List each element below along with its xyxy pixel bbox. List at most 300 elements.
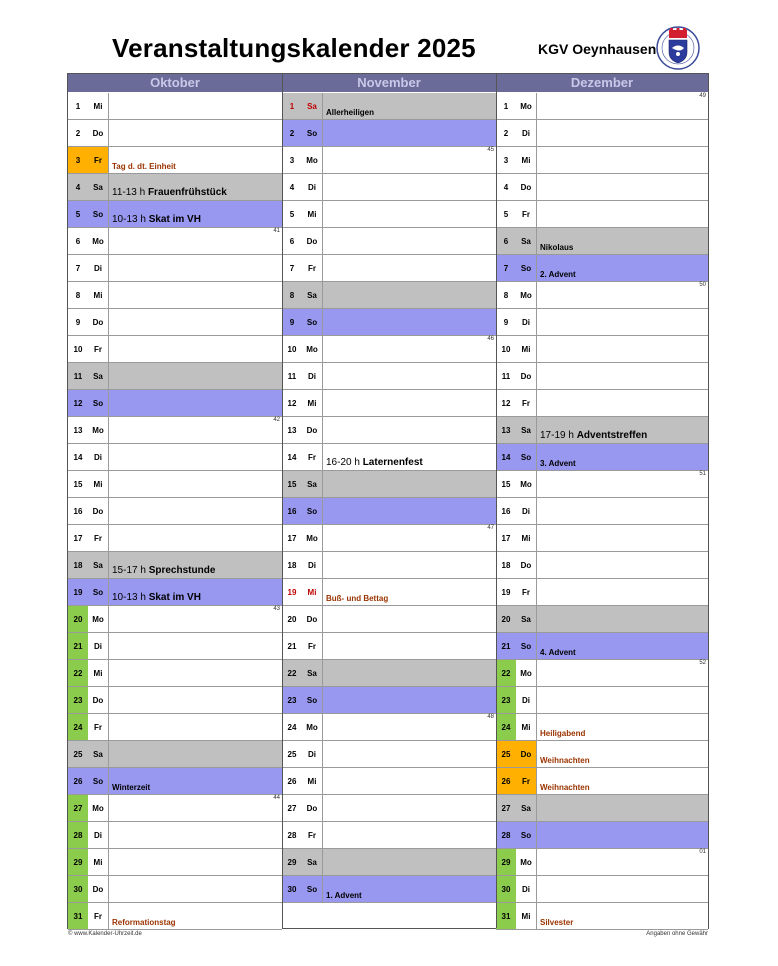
day-row — [282, 282, 496, 309]
event-text: 15-17 h Sprechstunde — [112, 565, 216, 576]
weekday-label: Fr — [516, 768, 536, 794]
day-row — [282, 201, 496, 228]
weekday-label: So — [302, 498, 322, 524]
event-cell[interactable] — [536, 525, 708, 551]
event-cell[interactable] — [536, 309, 708, 335]
event-cell[interactable] — [536, 174, 708, 200]
event-cell[interactable] — [108, 660, 282, 686]
week-number: 47 — [487, 525, 494, 531]
event-text: 1. Advent — [326, 891, 362, 900]
event-cell[interactable] — [108, 606, 282, 632]
weekday-label: So — [302, 876, 322, 902]
day-row — [68, 147, 282, 174]
day-number: 29 — [496, 849, 516, 875]
day-row — [496, 822, 708, 849]
day-number: 18 — [282, 552, 302, 578]
day-row — [282, 93, 496, 120]
weekday-label: Sa — [516, 795, 536, 821]
weekday-label: Di — [88, 255, 108, 281]
day-row — [496, 390, 708, 417]
event-cell[interactable] — [322, 606, 496, 632]
day-number: 22 — [282, 660, 302, 686]
weekday-label: Mo — [302, 714, 322, 740]
day-number: 22 — [68, 660, 88, 686]
event-cell[interactable] — [322, 93, 496, 119]
day-row — [68, 660, 282, 687]
weekday-label: Fr — [302, 255, 322, 281]
day-row — [496, 552, 708, 579]
event-cell[interactable] — [322, 849, 496, 875]
day-number: 6 — [496, 228, 516, 254]
event-cell[interactable] — [536, 741, 708, 767]
day-number: 6 — [68, 228, 88, 254]
weekday-label: Mi — [302, 390, 322, 416]
day-number: 21 — [68, 633, 88, 659]
weekday-label: Do — [88, 876, 108, 902]
event-cell[interactable] — [108, 903, 282, 929]
weekday-label: So — [516, 633, 536, 659]
day-number: 23 — [282, 687, 302, 713]
event-cell[interactable] — [322, 363, 496, 389]
organization-name: KGV Oeynhausen — [538, 41, 657, 57]
event-text: Winterzeit — [112, 783, 151, 792]
weekday-label: Fr — [88, 903, 108, 929]
day-row — [68, 768, 282, 795]
event-cell[interactable] — [536, 390, 708, 416]
event-cell[interactable] — [536, 876, 708, 902]
weekday-label: So — [302, 309, 322, 335]
weekday-label: Mo — [516, 471, 536, 497]
event-cell[interactable] — [536, 795, 708, 821]
day-number: 3 — [68, 147, 88, 173]
weekday-label: Fr — [516, 201, 536, 227]
weekday-label: So — [88, 768, 108, 794]
day-number: 20 — [496, 606, 516, 632]
weekday-label: Do — [516, 174, 536, 200]
weekday-label: Do — [302, 606, 322, 632]
day-number: 15 — [68, 471, 88, 497]
event-cell[interactable] — [108, 201, 282, 227]
event-cell[interactable] — [536, 444, 708, 470]
event-text: Silvester — [540, 918, 574, 927]
event-cell[interactable] — [322, 714, 496, 740]
day-row — [68, 93, 282, 120]
event-cell[interactable] — [536, 822, 708, 848]
weekday-label: Mo — [88, 795, 108, 821]
event-cell[interactable] — [322, 309, 496, 335]
day-number: 28 — [282, 822, 302, 848]
weekday-label: Mi — [302, 201, 322, 227]
weekday-label: Mi — [88, 660, 108, 686]
event-cell[interactable] — [322, 390, 496, 416]
event-cell[interactable] — [108, 525, 282, 551]
weekday-label: Mo — [516, 849, 536, 875]
weekday-label: Di — [302, 174, 322, 200]
day-row — [282, 741, 496, 768]
event-cell[interactable] — [108, 795, 282, 821]
weekday-label: Fr — [88, 147, 108, 173]
weekday-label: So — [516, 255, 536, 281]
event-cell[interactable] — [322, 336, 496, 362]
event-cell[interactable] — [536, 147, 708, 173]
day-number: 16 — [68, 498, 88, 524]
weekday-label: Mo — [88, 417, 108, 443]
weekday-label: Sa — [88, 741, 108, 767]
event-cell[interactable] — [536, 471, 708, 497]
page-title: Veranstaltungskalender 2025 — [112, 33, 476, 63]
event-cell[interactable] — [536, 228, 708, 254]
weekday-label: Mi — [88, 849, 108, 875]
day-row — [282, 309, 496, 336]
day-number: 3 — [282, 147, 302, 173]
weekday-label: Do — [88, 498, 108, 524]
day-row — [496, 282, 708, 309]
event-cell[interactable] — [108, 282, 282, 308]
day-row — [68, 876, 282, 903]
day-number: 13 — [496, 417, 516, 443]
event-cell[interactable] — [322, 147, 496, 173]
weekday-label: So — [516, 822, 536, 848]
day-row — [282, 417, 496, 444]
weekday-label: Sa — [516, 417, 536, 443]
day-number: 7 — [282, 255, 302, 281]
event-cell[interactable] — [322, 822, 496, 848]
weekday-label: Mo — [516, 660, 536, 686]
event-cell[interactable] — [108, 93, 282, 119]
event-cell[interactable] — [536, 849, 708, 875]
event-text: 4. Advent — [540, 648, 576, 657]
day-number: 20 — [282, 606, 302, 632]
event-cell[interactable] — [322, 282, 496, 308]
event-cell[interactable] — [536, 417, 708, 443]
day-number: 21 — [282, 633, 302, 659]
weekday-label: Sa — [302, 471, 322, 497]
event-cell[interactable] — [322, 174, 496, 200]
event-cell[interactable] — [108, 741, 282, 767]
week-number: 49 — [699, 93, 706, 99]
day-row — [282, 849, 496, 876]
day-number: 11 — [68, 363, 88, 389]
event-cell[interactable] — [108, 390, 282, 416]
weekday-label: Sa — [516, 606, 536, 632]
event-cell[interactable] — [322, 660, 496, 686]
day-number: 18 — [496, 552, 516, 578]
event-cell[interactable] — [108, 876, 282, 902]
event-cell[interactable] — [108, 228, 282, 254]
weekday-label: Mo — [302, 336, 322, 362]
event-text: Allerheiligen — [326, 108, 375, 117]
day-row — [496, 633, 708, 660]
day-row — [282, 822, 496, 849]
weekday-label: Mo — [516, 282, 536, 308]
day-row — [282, 363, 496, 390]
event-cell[interactable] — [108, 552, 282, 578]
day-number: 4 — [68, 174, 88, 200]
event-cell[interactable] — [322, 579, 496, 605]
event-cell[interactable] — [322, 498, 496, 524]
event-cell[interactable] — [536, 552, 708, 578]
event-cell[interactable] — [536, 93, 708, 119]
weekday-label: Di — [88, 633, 108, 659]
day-row — [496, 741, 708, 768]
day-number: 26 — [496, 768, 516, 794]
day-row — [282, 552, 496, 579]
event-cell[interactable] — [108, 822, 282, 848]
day-number: 14 — [282, 444, 302, 470]
week-number: 01 — [699, 849, 706, 855]
footer-copyright: © www.Kalender-Uhrzeit.de — [68, 931, 142, 937]
event-cell[interactable] — [536, 633, 708, 659]
event-cell[interactable] — [322, 201, 496, 227]
day-row — [282, 633, 496, 660]
event-cell[interactable] — [322, 444, 496, 470]
day-number: 22 — [496, 660, 516, 686]
event-cell[interactable] — [536, 282, 708, 308]
event-cell[interactable] — [108, 174, 282, 200]
day-number: 24 — [68, 714, 88, 740]
day-row — [68, 903, 282, 930]
weekday-label: So — [88, 390, 108, 416]
weekday-label: Di — [302, 741, 322, 767]
event-cell[interactable] — [108, 147, 282, 173]
day-row — [496, 93, 708, 120]
day-row — [282, 444, 496, 471]
weekday-label: So — [88, 579, 108, 605]
day-number: 30 — [68, 876, 88, 902]
weekday-label: Do — [516, 741, 536, 767]
day-row — [496, 687, 708, 714]
day-number: 7 — [68, 255, 88, 281]
event-cell[interactable] — [108, 687, 282, 713]
event-text: 10-13 h Skat im VH — [112, 214, 201, 225]
day-number: 17 — [68, 525, 88, 551]
event-cell[interactable] — [322, 741, 496, 767]
day-number: 26 — [282, 768, 302, 794]
event-text: Weihnachten — [540, 783, 590, 792]
day-row — [68, 255, 282, 282]
day-number: 2 — [282, 120, 302, 146]
day-row — [68, 390, 282, 417]
day-row — [282, 525, 496, 552]
day-row — [282, 174, 496, 201]
day-row — [282, 687, 496, 714]
day-row — [496, 444, 708, 471]
month-header-november: November — [282, 74, 496, 92]
day-row — [282, 120, 496, 147]
day-number: 15 — [282, 471, 302, 497]
event-cell[interactable] — [108, 120, 282, 146]
week-number: 41 — [273, 228, 280, 234]
day-number: 8 — [282, 282, 302, 308]
weekday-label: Di — [516, 687, 536, 713]
day-number: 2 — [68, 120, 88, 146]
event-cell[interactable] — [322, 552, 496, 578]
event-cell[interactable] — [536, 714, 708, 740]
event-cell[interactable] — [536, 579, 708, 605]
day-number: 18 — [68, 552, 88, 578]
event-cell[interactable] — [322, 417, 496, 443]
event-cell[interactable] — [108, 471, 282, 497]
day-number: 2 — [496, 120, 516, 146]
day-number: 25 — [68, 741, 88, 767]
event-cell[interactable] — [536, 498, 708, 524]
weekday-label: Di — [302, 363, 322, 389]
weekday-label: Sa — [88, 552, 108, 578]
event-cell[interactable] — [536, 255, 708, 281]
day-row — [68, 444, 282, 471]
weekday-label: Di — [302, 552, 322, 578]
weekday-label: So — [88, 201, 108, 227]
day-number: 12 — [496, 390, 516, 416]
event-cell[interactable] — [536, 768, 708, 794]
event-cell[interactable] — [536, 606, 708, 632]
day-row — [68, 795, 282, 822]
day-number: 23 — [496, 687, 516, 713]
week-number: 46 — [487, 336, 494, 342]
event-cell[interactable] — [322, 687, 496, 713]
weekday-label: Do — [88, 309, 108, 335]
event-text: 10-13 h Skat im VH — [112, 592, 201, 603]
day-row — [496, 606, 708, 633]
event-cell[interactable] — [322, 795, 496, 821]
day-number: 25 — [282, 741, 302, 767]
event-cell[interactable] — [322, 525, 496, 551]
day-number: 19 — [496, 579, 516, 605]
day-number: 4 — [282, 174, 302, 200]
day-number: 30 — [282, 876, 302, 902]
day-number: 29 — [282, 849, 302, 875]
day-number: 13 — [282, 417, 302, 443]
weekday-label: Fr — [88, 336, 108, 362]
event-cell[interactable] — [108, 579, 282, 605]
day-number: 1 — [496, 93, 516, 119]
event-text: Buß- und Bettag — [326, 594, 389, 603]
day-number: 10 — [68, 336, 88, 362]
day-row — [496, 768, 708, 795]
weekday-label: Sa — [302, 849, 322, 875]
weekday-label: Di — [516, 498, 536, 524]
day-row — [68, 525, 282, 552]
weekday-label: So — [302, 120, 322, 146]
week-number: 51 — [699, 471, 706, 477]
event-cell[interactable] — [108, 714, 282, 740]
day-number: 15 — [496, 471, 516, 497]
day-row — [282, 660, 496, 687]
day-row — [282, 336, 496, 363]
event-cell[interactable] — [536, 903, 708, 929]
day-number: 8 — [496, 282, 516, 308]
weekday-label: Mi — [88, 93, 108, 119]
weekday-label: Mi — [516, 714, 536, 740]
event-cell[interactable] — [322, 255, 496, 281]
column-divider — [282, 74, 283, 928]
day-row — [496, 417, 708, 444]
event-cell[interactable] — [322, 876, 496, 902]
event-cell[interactable] — [322, 471, 496, 497]
event-cell[interactable] — [536, 201, 708, 227]
day-row — [68, 336, 282, 363]
day-row — [496, 714, 708, 741]
weekday-label: Sa — [88, 363, 108, 389]
day-number: 1 — [68, 93, 88, 119]
day-number: 24 — [496, 714, 516, 740]
day-number: 16 — [496, 498, 516, 524]
event-cell[interactable] — [108, 336, 282, 362]
event-text: 2. Advent — [540, 270, 576, 279]
event-cell[interactable] — [536, 687, 708, 713]
day-row — [68, 714, 282, 741]
event-cell[interactable] — [108, 633, 282, 659]
day-number: 9 — [282, 309, 302, 335]
event-cell[interactable] — [108, 768, 282, 794]
day-row — [68, 606, 282, 633]
day-row — [68, 309, 282, 336]
day-number: 11 — [496, 363, 516, 389]
event-cell[interactable] — [322, 228, 496, 254]
day-number: 8 — [68, 282, 88, 308]
week-number: 48 — [487, 714, 494, 720]
weekday-label: Fr — [302, 822, 322, 848]
event-cell[interactable] — [108, 309, 282, 335]
weekday-label: Di — [88, 444, 108, 470]
day-number: 5 — [496, 201, 516, 227]
event-cell[interactable] — [108, 849, 282, 875]
day-row — [496, 255, 708, 282]
event-cell[interactable] — [536, 336, 708, 362]
day-row — [496, 174, 708, 201]
event-text: 11-13 h Frauenfrühstück — [112, 187, 227, 198]
weekday-label: Mi — [302, 768, 322, 794]
day-row — [282, 606, 496, 633]
day-number: 27 — [496, 795, 516, 821]
event-text: 17-19 h Adventstreffen — [540, 430, 648, 441]
event-cell[interactable] — [322, 768, 496, 794]
event-cell[interactable] — [108, 498, 282, 524]
event-cell[interactable] — [108, 444, 282, 470]
event-cell[interactable] — [536, 120, 708, 146]
day-number: 12 — [68, 390, 88, 416]
weekday-label: Do — [302, 228, 322, 254]
day-row — [68, 687, 282, 714]
day-row — [496, 498, 708, 525]
event-cell[interactable] — [108, 417, 282, 443]
day-row — [496, 201, 708, 228]
event-cell[interactable] — [536, 660, 708, 686]
day-row — [68, 174, 282, 201]
event-cell[interactable] — [108, 255, 282, 281]
event-cell[interactable] — [536, 363, 708, 389]
day-number: 20 — [68, 606, 88, 632]
day-row — [68, 471, 282, 498]
event-cell[interactable] — [322, 633, 496, 659]
weekday-label: Mo — [516, 93, 536, 119]
week-number: 45 — [487, 147, 494, 153]
day-number: 26 — [68, 768, 88, 794]
weekday-label: Fr — [516, 579, 536, 605]
day-number: 1 — [282, 93, 302, 119]
day-row — [496, 579, 708, 606]
weekday-label: Di — [88, 822, 108, 848]
event-cell[interactable] — [108, 363, 282, 389]
day-number: 11 — [282, 363, 302, 389]
day-row — [496, 336, 708, 363]
day-number: 30 — [496, 876, 516, 902]
day-number: 24 — [282, 714, 302, 740]
event-cell[interactable] — [322, 120, 496, 146]
day-number: 10 — [282, 336, 302, 362]
day-number: 17 — [496, 525, 516, 551]
day-number: 4 — [496, 174, 516, 200]
